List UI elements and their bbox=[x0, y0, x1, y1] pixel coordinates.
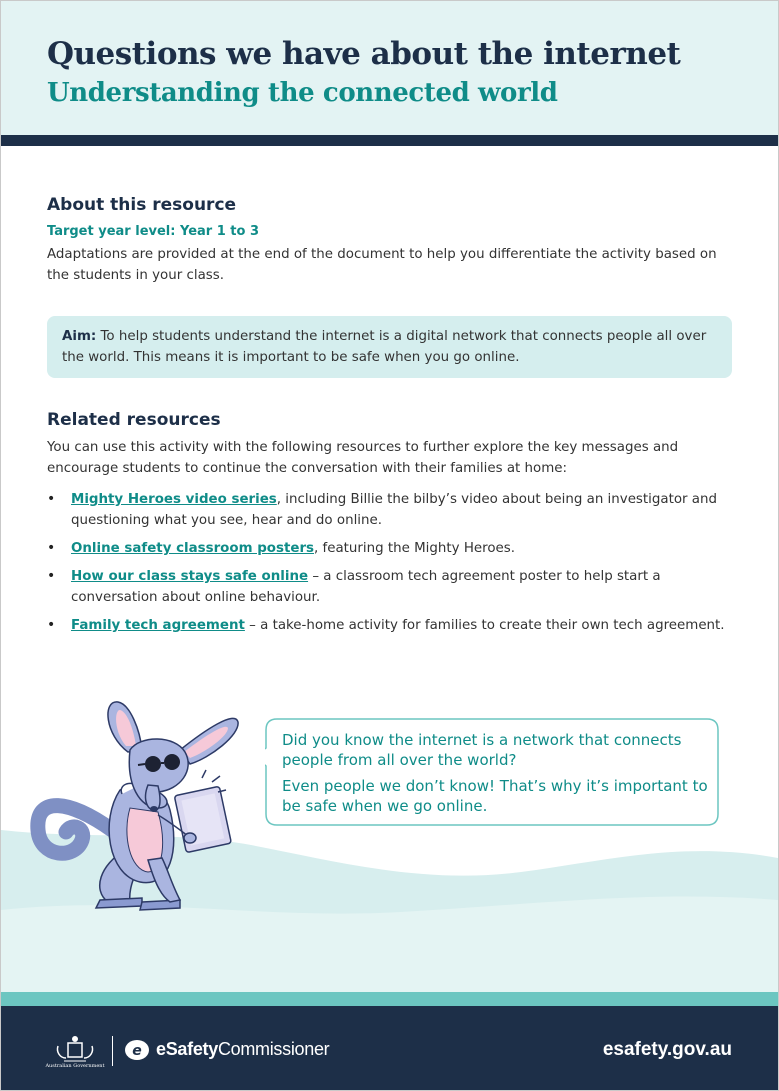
page-title: Questions we have about the internet bbox=[47, 36, 681, 72]
about-heading: About this resource bbox=[47, 195, 237, 215]
bullet-icon: • bbox=[47, 617, 56, 633]
brand-bold: eSafety bbox=[156, 1039, 218, 1059]
footer-divider bbox=[112, 1036, 113, 1066]
list-item bbox=[47, 615, 747, 636]
class-safe-online-link[interactable]: How our class stays safe online bbox=[71, 569, 309, 584]
esafety-logo-icon bbox=[124, 1039, 150, 1061]
page-subtitle: Understanding the connected world bbox=[47, 78, 558, 108]
header-divider-bar bbox=[1, 135, 778, 146]
mighty-heroes-link[interactable]: Mighty Heroes video series bbox=[71, 492, 277, 507]
list-item bbox=[47, 538, 747, 559]
aim-label: Aim: bbox=[62, 329, 97, 344]
target-year-level: Target year level: Year 1 to 3 bbox=[47, 224, 260, 239]
aim-text: To help students understand the internet is a digital network that connects people all over the world. This means it is important to be safe when you go online. bbox=[62, 329, 707, 365]
classroom-posters-link[interactable]: Online safety classroom posters bbox=[71, 541, 315, 556]
bilby-illustration bbox=[30, 690, 245, 920]
bullet-icon: • bbox=[47, 540, 56, 556]
aim-box bbox=[47, 316, 732, 378]
bullet-icon: • bbox=[47, 491, 56, 507]
svg-text:e: e bbox=[132, 1043, 142, 1059]
website-link[interactable]: esafety.gov.au bbox=[602, 1039, 732, 1060]
esafety-commissioner-wordmark bbox=[156, 1039, 329, 1060]
bubble-line-1: Did you know the internet is a network that connects people from all over the world? bbox=[282, 731, 682, 769]
aim-paragraph bbox=[62, 326, 722, 368]
list-item-text: – a take-home activity for families to create their own tech agreement. bbox=[244, 618, 725, 633]
about-description: Adaptations are provided at the end of the document to help you differentiate the activity based on the students in your class. bbox=[47, 247, 717, 283]
brand-regular: Commissioner bbox=[217, 1039, 330, 1059]
bullet-icon: • bbox=[47, 568, 56, 584]
related-intro: You can use this activity with the following resources to further explore the key messages and encourage students to continue the conversation with their families at home: bbox=[47, 440, 679, 476]
bubble-line-2: Even people we don’t know! That’s why it’s important to be safe when we go online. bbox=[282, 777, 708, 815]
list-item bbox=[47, 566, 747, 608]
list-item-text: , including Billie the bilby’s video about being an investigator and questioning what you see, hear and do online. bbox=[71, 492, 717, 528]
footer-accent-strip bbox=[1, 992, 778, 1006]
family-tech-agreement-link[interactable]: Family tech agreement bbox=[71, 618, 245, 633]
list-item-text: – a classroom tech agreement poster to help start a conversation about online behaviour. bbox=[71, 569, 661, 605]
list-item bbox=[47, 489, 747, 531]
related-resources-list bbox=[47, 489, 747, 643]
list-item-text: , featuring the Mighty Heroes. bbox=[314, 541, 515, 556]
related-heading: Related resources bbox=[47, 410, 221, 430]
australian-government-label: Australian Government bbox=[45, 1063, 105, 1069]
